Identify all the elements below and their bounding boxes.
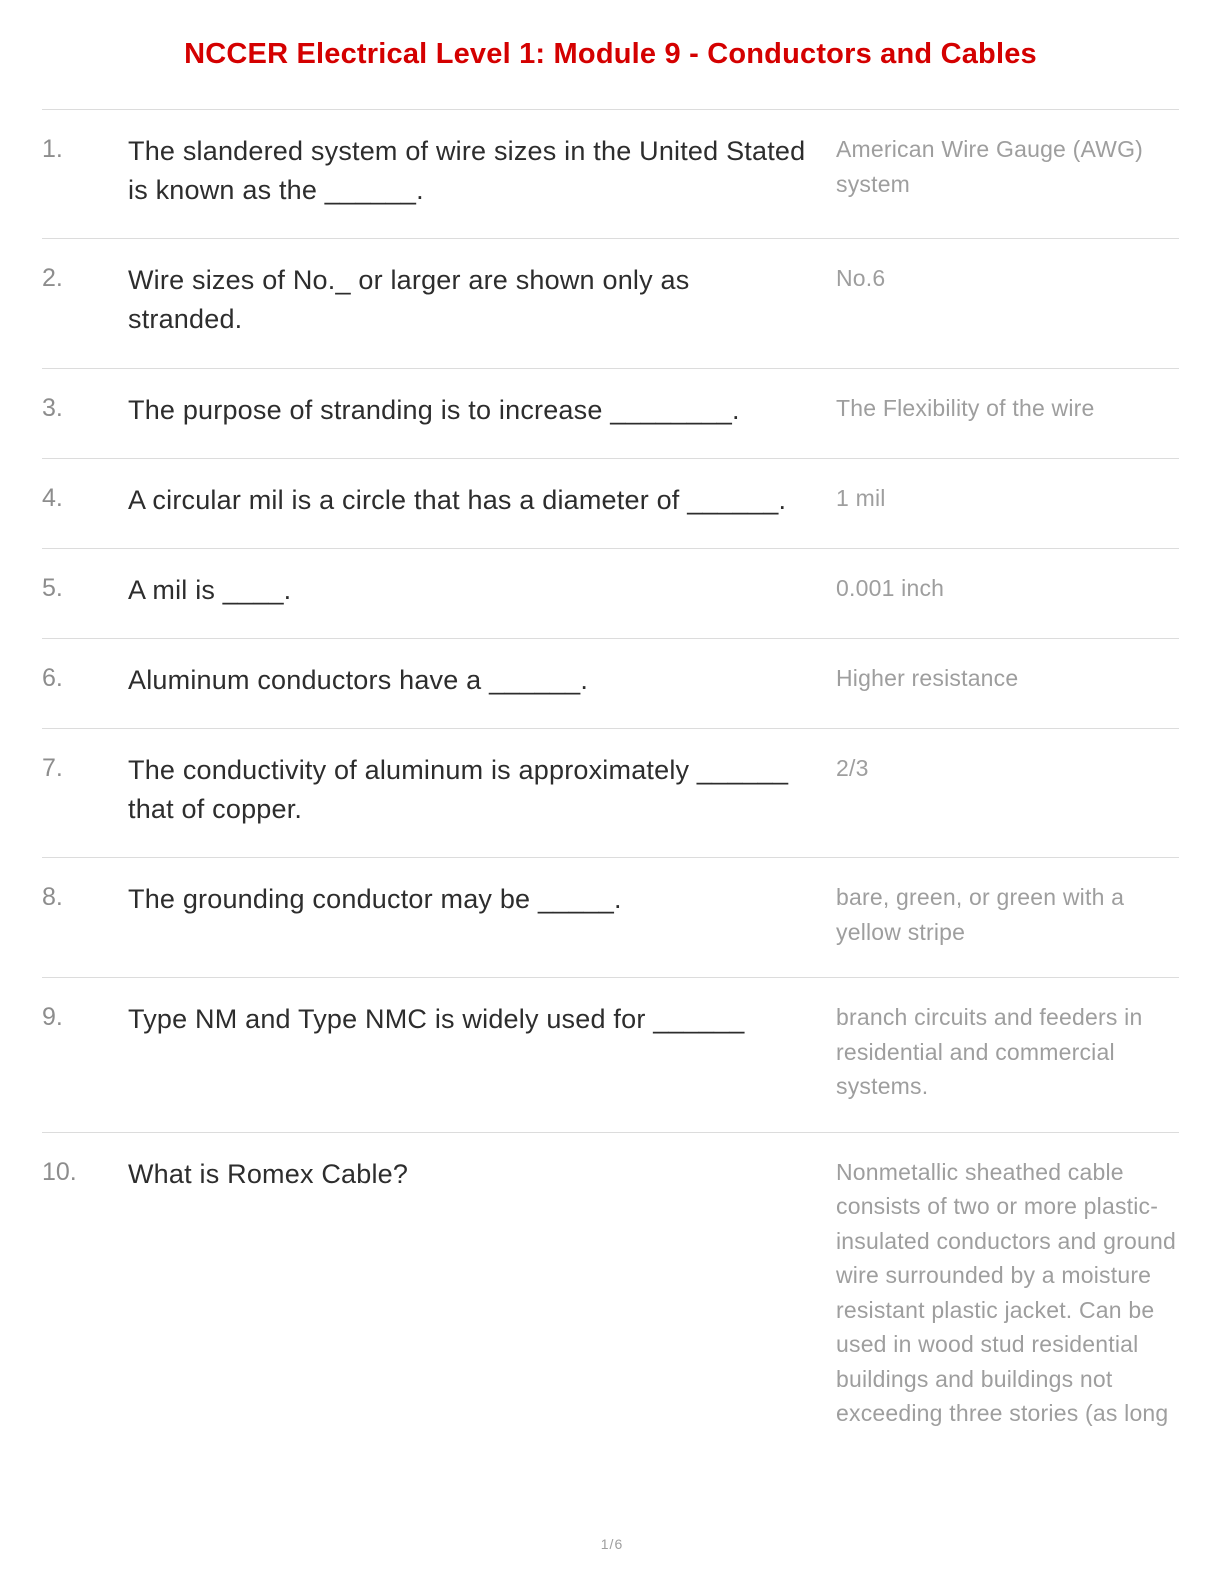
answer-text: 2/3 <box>836 755 869 782</box>
question-number: 9. <box>42 1003 63 1032</box>
answer-text: 0.001 inch <box>836 574 945 601</box>
qa-row <box>42 548 1179 638</box>
question-text: A mil is ____. <box>128 574 292 605</box>
question-number: 8. <box>42 883 63 912</box>
question-text: The grounding conductor may be _____. <box>128 884 622 915</box>
qa-row <box>42 238 1179 367</box>
qa-row <box>42 1132 1179 1459</box>
question-text: Aluminum conductors have a ______. <box>128 664 589 695</box>
answer-text: No.6 <box>836 265 886 292</box>
answer-text: 1 mil <box>836 484 886 511</box>
question-number: 1. <box>42 135 63 163</box>
qa-list <box>42 109 1179 1459</box>
question-number: 7. <box>42 754 63 783</box>
question-number: 6. <box>42 663 63 692</box>
question-text: The slandered system of wire sizes in the United Stated is known as the ______. <box>128 136 806 206</box>
question-text: What is Romex Cable? <box>128 1158 409 1189</box>
question-text: The purpose of stranding is to increase ________. <box>128 394 740 425</box>
answer-text: branch circuits and feeders in residential and commercial systems. <box>836 1004 1143 1100</box>
qa-row <box>42 977 1179 1132</box>
question-number: 5. <box>42 573 63 602</box>
question-number: 4. <box>42 483 63 512</box>
qa-row <box>42 368 1179 458</box>
question-text: A circular mil is a circle that has a diameter of ______. <box>128 484 787 515</box>
qa-row <box>42 638 1179 728</box>
qa-row <box>42 458 1179 548</box>
page-number-footer: 1/6 <box>600 1536 624 1552</box>
answer-text: The Flexibility of the wire <box>836 394 1095 421</box>
question-text: Type NM and Type NMC is widely used for ______ <box>128 1004 745 1035</box>
question-text: The conductivity of aluminum is approximately ______ that of copper. <box>128 755 789 825</box>
page-title: NCCER Electrical Level 1: Module 9 - Conductors and Cables <box>184 38 1037 70</box>
answer-text: bare, green, or green with a yellow stripe <box>836 884 1125 945</box>
question-text: Wire sizes of No._ or larger are shown only as stranded. <box>128 265 690 335</box>
question-number: 10. <box>42 1157 77 1186</box>
qa-row <box>42 728 1179 857</box>
answer-text: American Wire Gauge (AWG) system <box>836 136 1144 197</box>
answer-text: Higher resistance <box>836 664 1019 691</box>
answer-text: Nonmetallic sheathed cable consists of two or more plastic-insulated conductors and ground wire surrounded by a moisture resistant plastic jacket. Can be used in wood stud residential buildings and buildings not exceeding three stories (as long <box>836 1158 1176 1427</box>
question-number: 2. <box>42 264 63 293</box>
question-number: 3. <box>42 393 63 422</box>
qa-row <box>42 109 1179 238</box>
qa-row <box>42 857 1179 977</box>
